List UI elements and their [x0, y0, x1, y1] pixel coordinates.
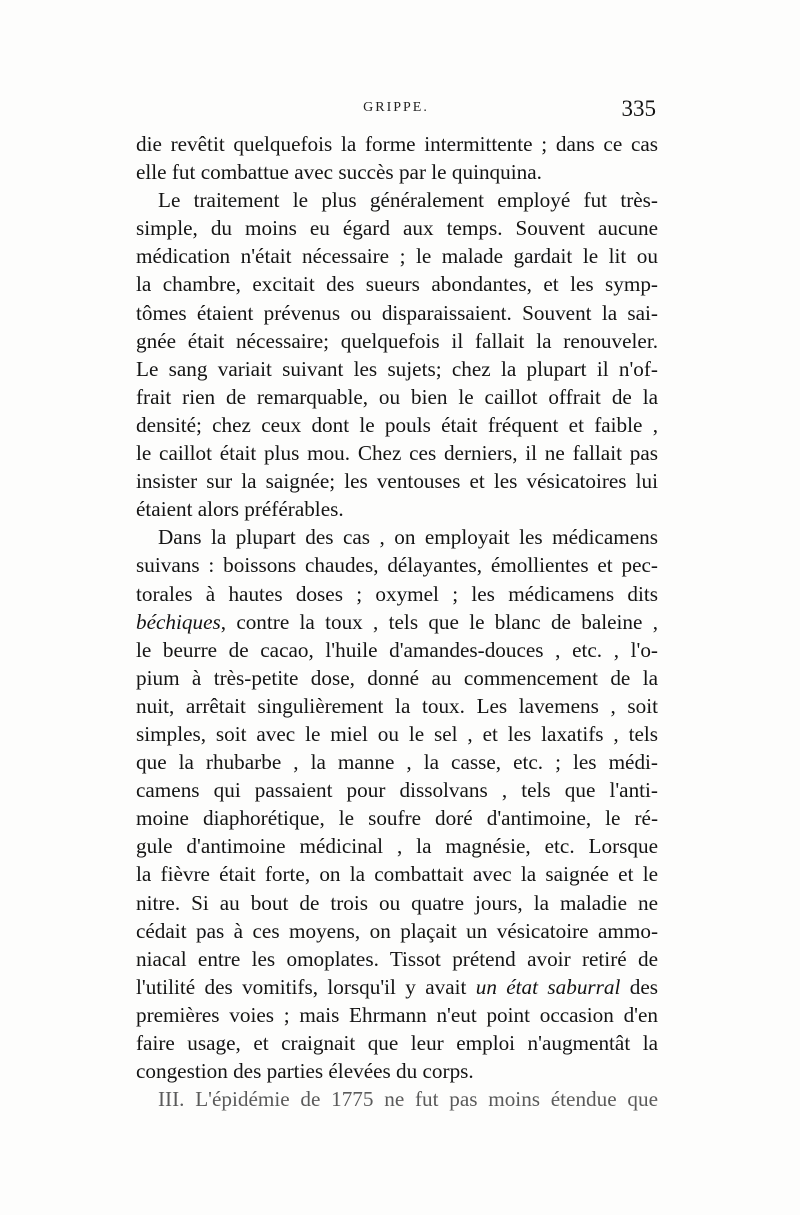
text-line: torales à hautes doses ; oxymel ; les médicamens dits — [136, 581, 658, 606]
text-line: elle fut combattue avec succès par le quinquina. — [136, 160, 542, 185]
text-run: l'utilité des vomitifs, lorsqu'il y avait — [136, 974, 476, 999]
text-line: frait rien de remarquable, ou bien le caillot offrait de la — [136, 384, 658, 409]
page-header — [136, 96, 656, 126]
italic-phrase: un état saburral — [475, 974, 621, 999]
text-line: cédait pas à ces moyens, on plaçait un vésicatoire ammo- — [136, 918, 658, 943]
text-run: des — [620, 974, 658, 999]
text-line: pium à très-petite dose, donné au commencement de la — [136, 665, 658, 690]
text-line: densité; chez ceux dont le pouls était fréquent et faible , — [136, 412, 658, 437]
text-line: simples, soit avec le miel ou le sel , et les laxatifs , tels — [136, 721, 658, 746]
text-line: la fièvre était forte, on la combattait avec la saignée et le — [136, 862, 658, 887]
text-line: Dans la plupart des cas , on employait les médicamens — [158, 525, 658, 550]
text-line: faire usage, et craignait que leur emploi n'augmentât la — [136, 1031, 658, 1055]
text-line — [136, 973, 658, 1001]
text-line: étaient alors préférables. — [136, 497, 344, 522]
text-line: niacal entre les omoplates. Tissot prétend avoir retiré de — [136, 946, 658, 971]
text-line: que la rhubarbe , la manne , la casse, etc. ; les médi- — [136, 750, 658, 775]
italic-phrase: béchiques — [136, 609, 221, 634]
text-line: die revêtit quelquefois la forme intermittente ; dans ce cas — [136, 132, 658, 156]
text-line: tômes étaient prévenus ou disparaissaient. Souvent la sai- — [136, 300, 658, 325]
body-text — [136, 130, 658, 1113]
text-line: III. L'épidémie de 1775 ne fut pas moins étendue que — [158, 1087, 658, 1112]
text-line: camens qui passaient pour dissolvans , tels que l'anti- — [136, 778, 658, 803]
text-line: le beurre de cacao, l'huile d'amandes-douces , etc. , l'o- — [136, 637, 658, 662]
text-line: la chambre, excitait des sueurs abondantes, et les symp- — [136, 272, 658, 297]
text-line: premières voies ; mais Ehrmann n'eut point occasion d'en — [136, 1002, 658, 1027]
text-run: , contre la toux , tels que le blanc de baleine , — [220, 609, 658, 634]
text-line: médication n'était nécessaire ; le malade gardait le lit ou — [136, 244, 658, 269]
text-line: gule d'antimoine médicinal , la magnésie, etc. Lorsque — [136, 834, 658, 859]
text-line: Le sang variait suivant les sujets; chez la plupart il n'of- — [136, 356, 658, 381]
text-line: suivans : boissons chaudes, délayantes, émollientes et pec- — [136, 553, 658, 578]
text-line: insister sur la saignée; les ventouses et les vésicatoires lui — [136, 469, 658, 494]
text-line: Le traitement le plus généralement employé fut très- — [158, 188, 658, 213]
text-line: congestion des parties élevées du corps. — [136, 1059, 474, 1084]
text-line: nitre. Si au bout de trois ou quatre jours, la maladie ne — [136, 890, 658, 915]
text-line: simple, du moins eu égard aux temps. Souvent aucune — [136, 216, 658, 241]
running-title: GRIPPE. — [363, 100, 429, 115]
text-line: gnée était nécessaire; quelquefois il fallait la renouveler. — [136, 328, 658, 353]
text-line — [136, 608, 658, 636]
text-line: le caillot était plus mou. Chez ces derniers, il ne fallait pas — [136, 441, 658, 466]
text-line: moine diaphorétique, le soufre doré d'antimoine, le ré- — [136, 806, 658, 831]
page-number: 335 — [621, 96, 656, 121]
text-line: nuit, arrêtait singulièrement la toux. Les lavemens , soit — [136, 693, 658, 718]
